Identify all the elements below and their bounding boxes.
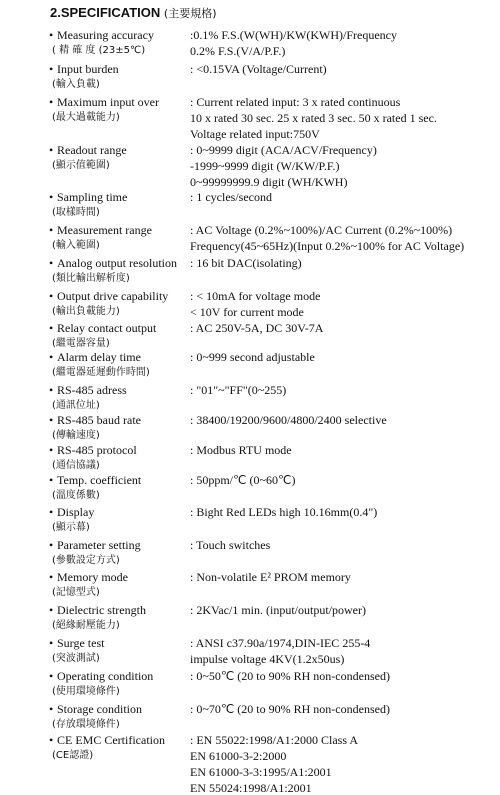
spec-value: : <0.15VA (Voltage/Current) [190, 62, 327, 76]
spec-label: Parameter setting [57, 538, 141, 552]
spec-label: Analog output resolution [57, 256, 177, 270]
spec-label: Temp. coefficient [57, 473, 142, 487]
bullet-icon: • [49, 636, 54, 650]
spec-label: Operating condition [57, 669, 154, 683]
spec-value: : 0~50℃ (20 to 90% RH non-condensed) [190, 669, 390, 683]
spec-value: : 50ppm/℃ (0~60℃) [190, 473, 296, 487]
spec-label: CE EMC Certification [57, 733, 165, 747]
bullet-icon: • [49, 702, 54, 716]
bullet-icon: • [49, 505, 54, 519]
spec-label: Alarm delay time [57, 350, 141, 364]
spec-value: : 0~70℃ (20 to 90% RH non-condensed) [190, 702, 390, 716]
spec-label-zh: (顯示值範圍) [52, 160, 110, 171]
bullet-icon: • [49, 538, 54, 552]
spec-value: impulse voltage 4KV(1.2x50us) [190, 652, 345, 666]
spec-label-zh: (溫度係數) [52, 490, 100, 501]
spec-label: Dielectric strength [57, 603, 146, 617]
spec-value: : Non-volatile E² PROM memory [190, 570, 351, 584]
spec-label-zh: (參數設定方式) [52, 555, 120, 566]
spec-label-zh: (通信協議) [52, 460, 100, 471]
bullet-icon: • [49, 669, 54, 683]
spec-label: RS-485 baud rate [57, 413, 141, 427]
spec-value: : 38400/19200/9600/4800/2400 selective [190, 413, 387, 427]
spec-label: Sampling time [57, 190, 128, 204]
spec-label: Surge test [57, 636, 105, 650]
spec-value: : 1 cycles/second [190, 190, 272, 204]
spec-value: EN 61000-3-3:1995/A1:2001 [190, 765, 332, 779]
section-title-zh: (主要規格) [163, 7, 217, 20]
bullet-icon: • [49, 473, 54, 487]
spec-label-zh: (記憶型式) [52, 587, 100, 598]
spec-label-zh: (最大過載能力) [52, 112, 120, 123]
spec-label-zh: (絕緣耐壓能力) [52, 620, 120, 631]
spec-value: : "01"~"FF"(0~255) [190, 383, 287, 397]
spec-value: : 0~999 second adjustable [190, 350, 315, 364]
spec-label-zh: (取樣時間) [52, 207, 100, 218]
spec-label: Input burden [57, 62, 119, 76]
spec-label: Maximum input over [57, 95, 159, 109]
spec-label-zh: (存放環境條件) [52, 719, 120, 730]
bullet-icon: • [49, 95, 54, 109]
spec-label-zh: (使用環境條件) [52, 686, 120, 697]
spec-value: 0.2% F.S.(V/A/P.F.) [190, 44, 286, 58]
spec-value: : 0~9999 digit (ACA/ACV/Frequency) [190, 143, 377, 157]
spec-value: : Current related input: 3 x rated continuous [190, 95, 401, 109]
spec-label: Output drive capability [57, 289, 169, 303]
bullet-icon: • [49, 143, 54, 157]
bullet-icon: • [49, 289, 54, 303]
bullet-icon: • [49, 413, 54, 427]
section-title-en: 2.SPECIFICATION [50, 5, 161, 20]
spec-label-zh: (通訊位址) [52, 400, 100, 411]
bullet-icon: • [49, 28, 54, 42]
spec-value: : Bight Red LEDs high 10.16mm(0.4") [190, 505, 378, 519]
spec-value: 10 x rated 30 sec. 25 x rated 3 sec. 50 x rated 1 sec. [190, 111, 437, 125]
spec-label: Measuring accuracy [57, 28, 154, 42]
spec-value: : EN 55022:1998/A1:2000 Class A [190, 733, 359, 747]
spec-label: Readout range [57, 143, 127, 157]
spec-label-zh: (顯示幕) [52, 522, 90, 533]
bullet-icon: • [49, 190, 54, 204]
spec-label: RS-485 protocol [57, 443, 137, 457]
bullet-icon: • [49, 733, 54, 747]
spec-label: Measurement range [57, 223, 152, 237]
spec-value: : AC 250V-5A, DC 30V-7A [190, 321, 324, 335]
spec-label: Relay contact output [57, 321, 157, 335]
spec-label: Storage condition [57, 702, 142, 716]
spec-label-zh: (傳輸速度) [52, 430, 100, 441]
spec-label-zh: (輸入負載) [52, 79, 100, 90]
spec-label-zh: (繼電器延遲動作時間) [52, 367, 150, 378]
spec-label-zh: (突波測試) [52, 653, 100, 664]
spec-value: EN 55024:1998/A1:2001 [190, 781, 312, 795]
spec-value: EN 61000-3-2:2000 [190, 749, 287, 763]
spec-label-zh: (繼電器容量) [52, 338, 110, 349]
spec-value: : 16 bit DAC(isolating) [190, 256, 302, 270]
spec-label-zh: (輸入範圍) [52, 240, 100, 251]
spec-value: : 2KVac/1 min. (input/output/power) [190, 603, 366, 617]
spec-value: Frequency(45~65Hz)(Input 0.2%~100% for AC Voltage) [190, 239, 465, 253]
spec-value: : Touch switches [190, 538, 271, 552]
spec-value: :0.1% F.S.(W(WH)/KW(KWH)/Frequency [190, 28, 397, 42]
bullet-icon: • [49, 62, 54, 76]
bullet-icon: • [49, 570, 54, 584]
spec-label-zh: (CE認證) [52, 750, 94, 761]
spec-value: : AC Voltage (0.2%~100%)/AC Current (0.2%~100%) [190, 223, 453, 237]
bullet-icon: • [49, 223, 54, 237]
spec-value: -1999~9999 digit (W/KW/P.F.) [190, 159, 340, 173]
spec-label-zh: ( 精 確 度 (23±5℃) [52, 45, 146, 56]
bullet-icon: • [49, 443, 54, 457]
bullet-icon: • [49, 256, 54, 270]
bullet-icon: • [49, 321, 54, 335]
spec-value: : ANSI c37.90a/1974,DIN-IEC 255-4 [190, 636, 371, 650]
bullet-icon: • [49, 350, 54, 364]
spec-value: Voltage related input:750V [190, 127, 320, 141]
bullet-icon: • [49, 383, 54, 397]
spec-label: Memory mode [57, 570, 128, 584]
spec-value: < 10V for current mode [190, 305, 304, 319]
spec-label: RS-485 adress [57, 383, 127, 397]
spec-value: : Modbus RTU mode [190, 443, 292, 457]
spec-value: : < 10mA for voltage mode [190, 289, 321, 303]
spec-value: 0~99999999.9 digit (WH/KWH) [190, 175, 348, 189]
spec-label-zh: (類比輸出解析度) [52, 273, 130, 284]
spec-label-zh: (輸出負載能力) [52, 306, 120, 317]
bullet-icon: • [49, 603, 54, 617]
spec-label: Display [57, 505, 95, 519]
